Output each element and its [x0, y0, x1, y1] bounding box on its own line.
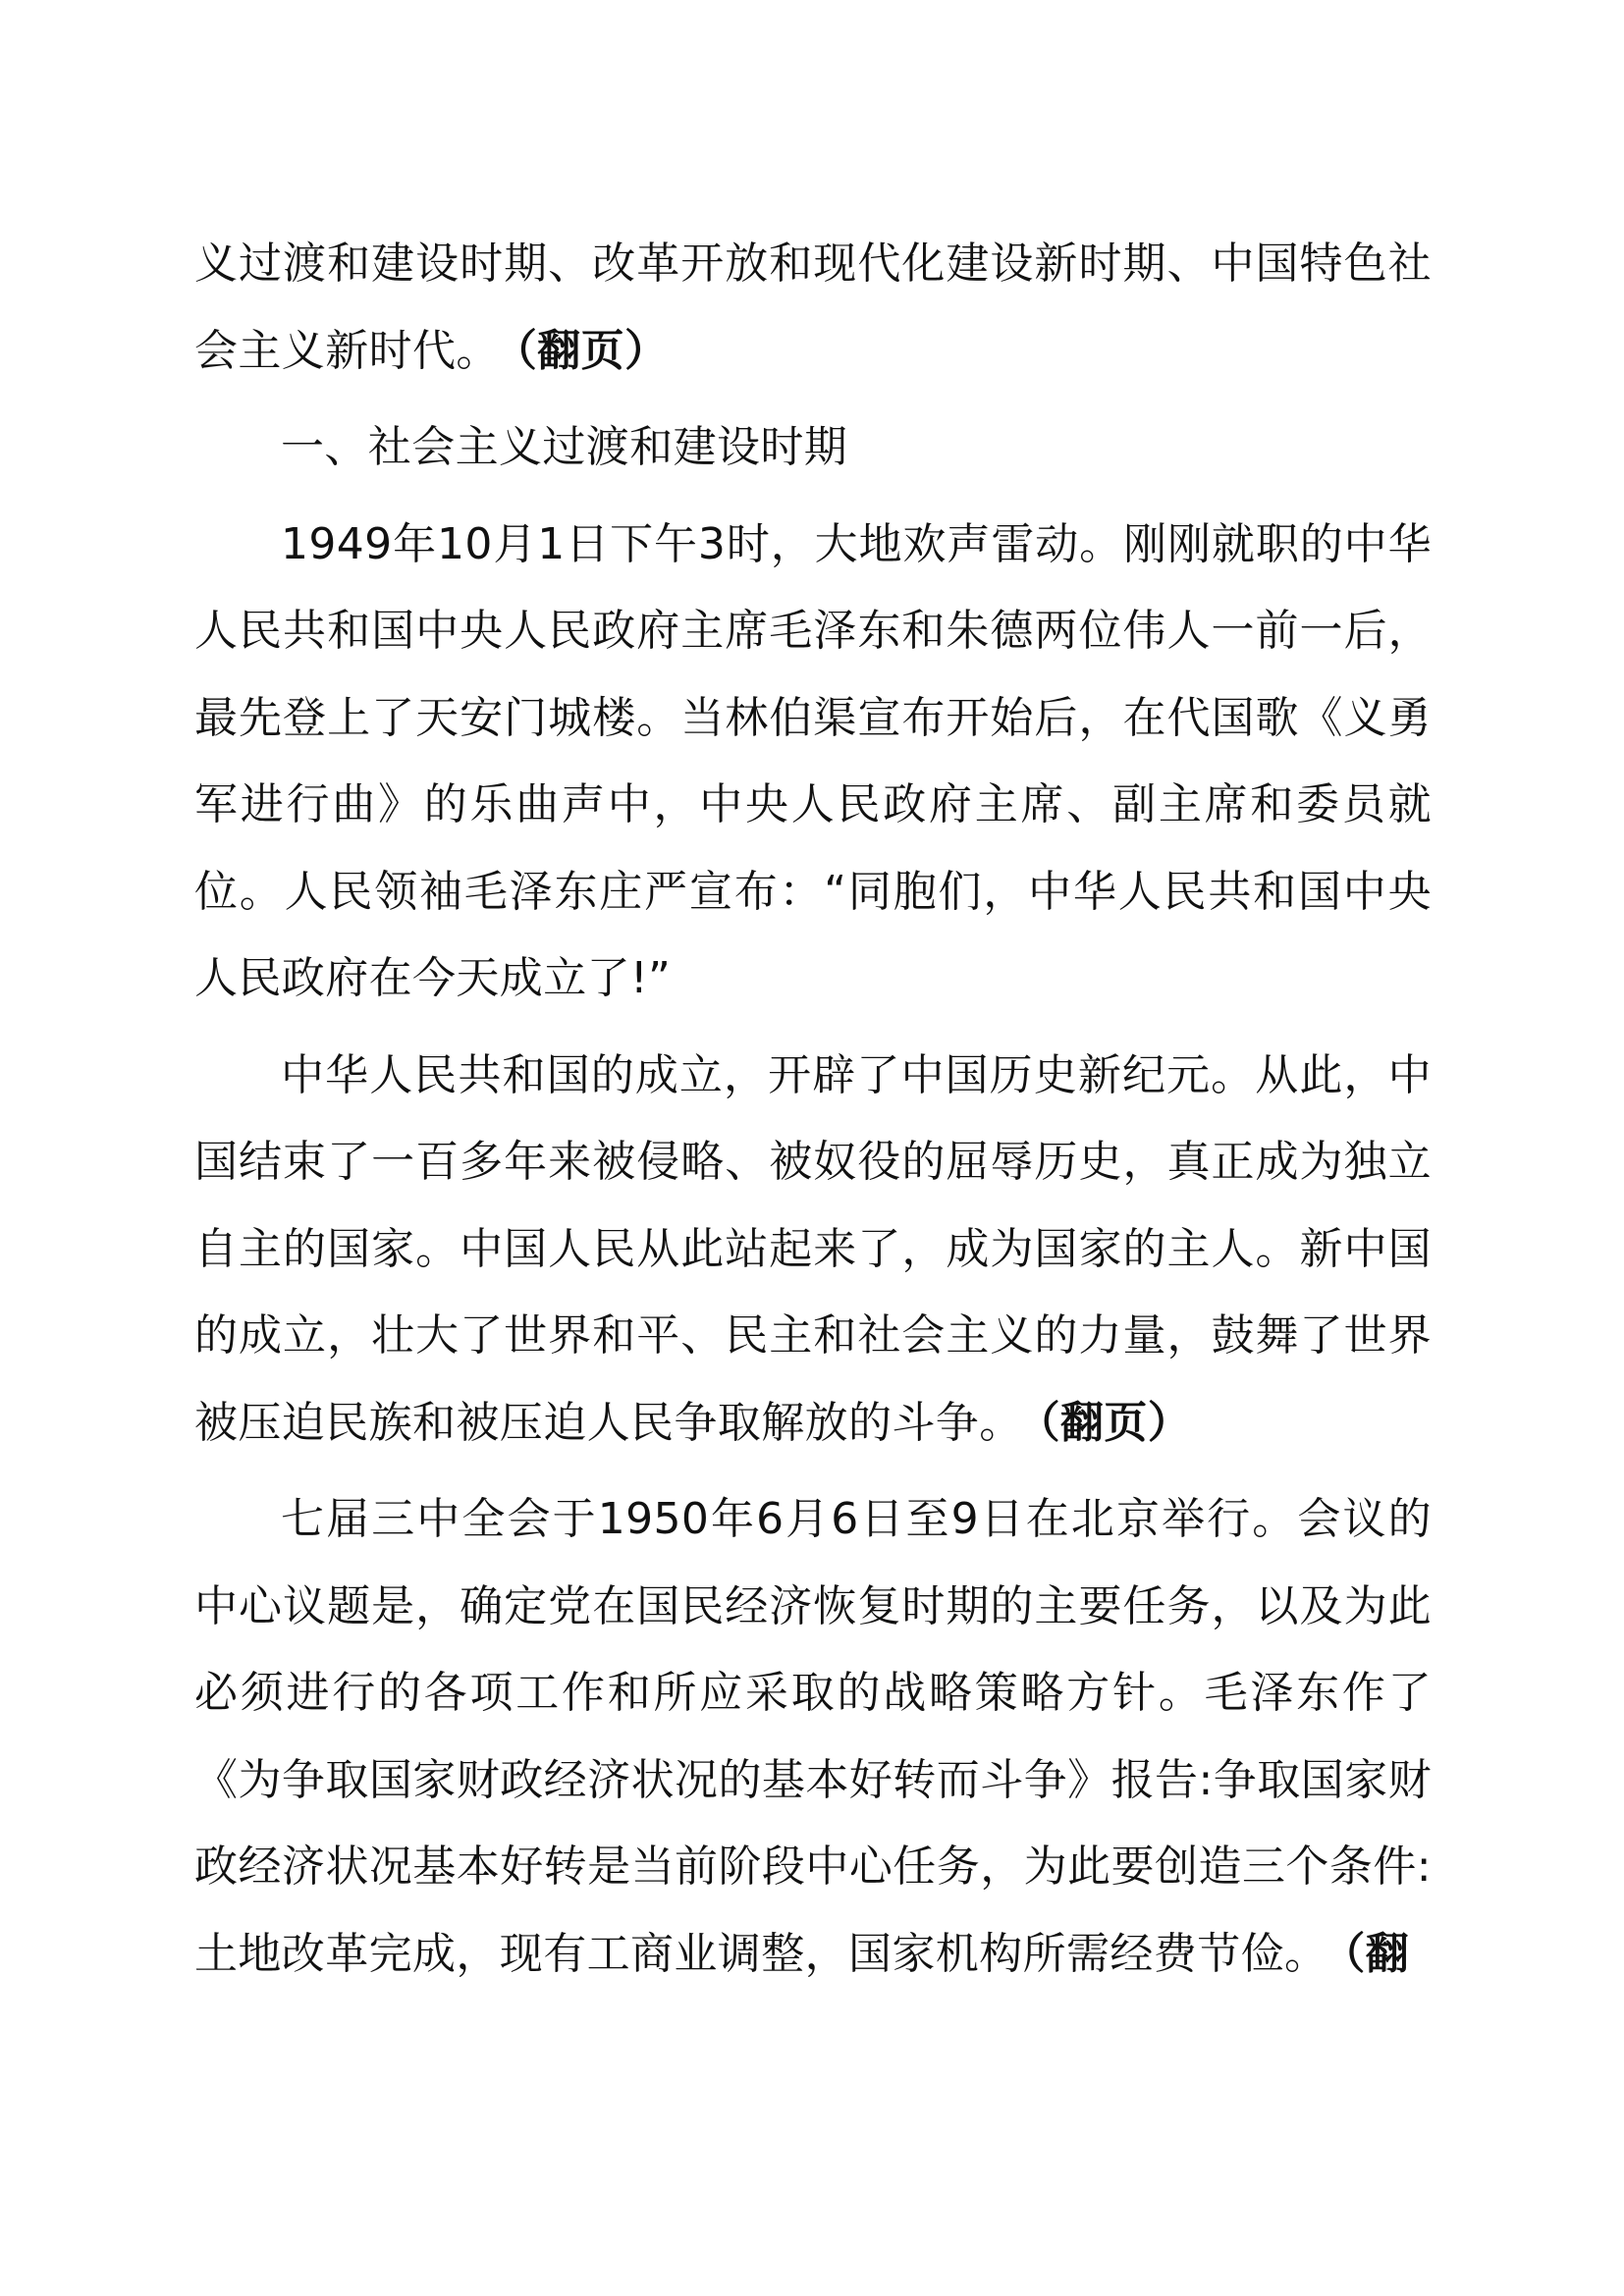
- page-turn-marker: （翻页）: [1038, 1397, 1192, 1448]
- paragraph-intro-continuation: [194, 221, 1432, 395]
- paragraph-founding-ceremony: 1949年10月1日下午3时，大地欢声雷动。刚刚就职的中华人民共和国中央人民政府主席毛泽东和朱德两位伟人一前一后，最先登上了天安门城楼。当林伯渠宣布开始后，在代国歌《义勇军进行曲》的乐曲声中，中央人民政府主席、副主席和委员就位。人民领袖毛泽东庄严宣布：“同胞们，中华人民共和国中央人民政府在今天成立了!”: [194, 518, 1432, 1003]
- paragraph-founding-significance: [194, 1033, 1432, 1468]
- paragraph-third-plenum: [194, 1476, 1432, 1998]
- paragraph-text: 七届三中全会于1950年6月6日至9日在北京举行。会议的中心议题是，确定党在国民经济恢复时期的主要任务，以及为此必须进行的各项工作和所应采取的战略策略方针。毛泽东作了《为争取国家财政经济状况的基本好转而斗争》报告:争取国家财政经济状况基本好转是当前阶段中心任务，为此要创造三个条件:土地改革完成，现有工商业调整，国家机构所需经费节俭。: [194, 1494, 1432, 1979]
- paragraph-text: 义过渡和建设时期、改革开放和现代化建设新时期、中国特色社会主义新时代。: [194, 239, 1432, 376]
- section-heading: 一、社会主义过渡和建设时期: [281, 422, 848, 472]
- paragraph-text: 中华人民共和国的成立，开辟了中国历史新纪元。从此，中国结束了一百多年来被侵略、被奴役的屈辱历史，真正成为独立自主的国家。中国人民从此站起来了，成为国家的主人。新中国的成立，壮大了世界和平、民主和社会主义的力量，鼓舞了世界被压迫民族和被压迫人民争取解放的斗争。: [194, 1049, 1432, 1448]
- document-body: [194, 221, 1432, 2007]
- page-turn-marker: （翻: [1343, 1928, 1410, 1979]
- page-turn-marker: （翻页）: [514, 325, 669, 376]
